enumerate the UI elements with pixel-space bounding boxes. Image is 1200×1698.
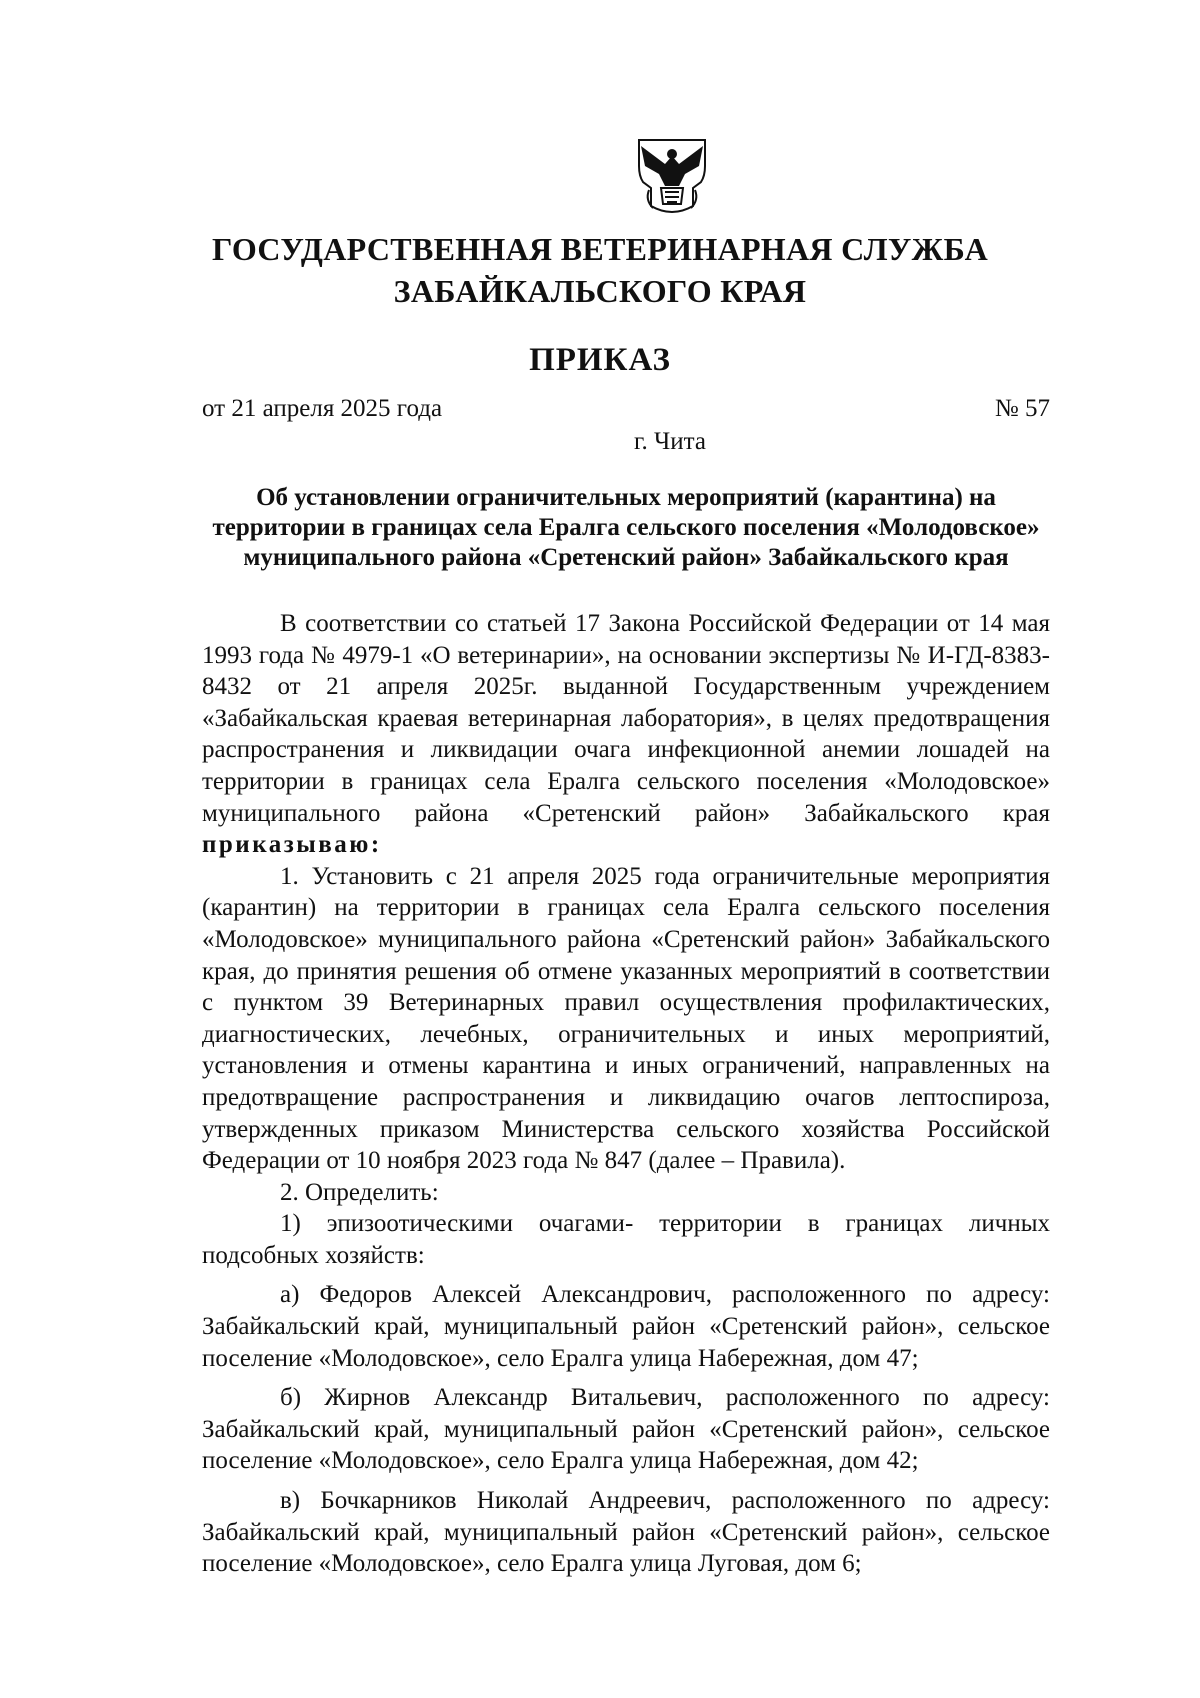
document-type: ПРИКАЗ: [529, 342, 671, 378]
item-b-paragraph: б) Жирнов Александр Витальевич, расположенного по адресу: Забайкальский край, муниципальный район «Сретенский район», сельское поселение «Молодовское», село Ералга улица Набережная, дом 42;: [202, 1384, 1050, 1475]
document-subject: [202, 483, 1050, 573]
item-2-paragraph: 2. Определить:: [280, 1178, 439, 1206]
preamble-paragraph: [202, 608, 1050, 861]
item-2-1-paragraph: 1) эпизоотическими очагами- территории в границах личных подсобных хозяйств:: [202, 1210, 1050, 1269]
item-1-paragraph: 1. Установить с 21 апреля 2025 года ограничительные мероприятия (карантин) на территории в границах села Ералга сельского поселения «Молодовское» муниципального района «Сретенский район» Забайкальского края, до принятия решения об отмене указанных мероприятий в соответствии с пунктом 39 Ветеринарных правил осуществления профилактических, диагностических, лечебных, ограничительных и иных мероприятий, установления и отмены карантина и иных ограничений, направленных на предотвращение распространения и ликвидацию очагов лептоспироза, утвержденных приказом Министерства сельского хозяйства Российской Федерации от 10 ноября 2023 года № 847 (далее – Правила).: [202, 862, 1050, 1175]
document-body: [202, 608, 1050, 1580]
preamble-text: В соответствии со статьей 17 Закона Российской Федерации от 14 мая 1993 года № 4979-1 «О ветеринарии», на основании экспертизы № И-ГД-8383-8432 от 21 апреля 2025г. выданной Государственным учреждением «Забайкальская краевая ветеринарная лаборатория», в целях предотвращения распространения и ликвидации очага инфекционной анемии лошадей на территории в границах села Ералга сельского поселения «Молодовское» муниципального района «Сретенский район» Забайкальского края: [202, 610, 1050, 827]
organization-name-line2: ЗАБАЙКАЛЬСКОГО КРАЯ: [393, 273, 807, 309]
document-number: № 57: [994, 395, 1050, 422]
order-word: приказываю:: [202, 831, 382, 859]
eagle-crest-emblem-icon: [635, 136, 709, 216]
subject-line1: Об установлении ограничительных мероприятий (карантина) на: [256, 484, 996, 511]
subject-line2: территории в границах села Ералга сельского поселения «Молодовское»: [212, 514, 1040, 541]
document-city: г. Чита: [634, 428, 706, 455]
document-date: от 21 апреля 2025 года: [202, 395, 443, 422]
organization-name-line1: ГОСУДАРСТВЕННАЯ ВЕТЕРИНАРНАЯ СЛУЖБА: [211, 231, 989, 267]
item-v-paragraph: в) Бочкарников Николай Андреевич, расположенного по адресу: Забайкальский край, муниципальный район «Сретенский район», сельское поселение «Молодовское», село Ералга улица Луговая, дом 6;: [202, 1487, 1050, 1578]
organization-name: [150, 228, 1050, 312]
subject-line3: муниципального района «Сретенский район» Забайкальского края: [243, 544, 1009, 571]
item-a-paragraph: а) Федоров Алексей Александрович, расположенного по адресу: Забайкальский край, муниципальный район «Сретенский район», сельское поселение «Молодовское», село Ералга улица Набережная, дом 47;: [202, 1281, 1050, 1372]
